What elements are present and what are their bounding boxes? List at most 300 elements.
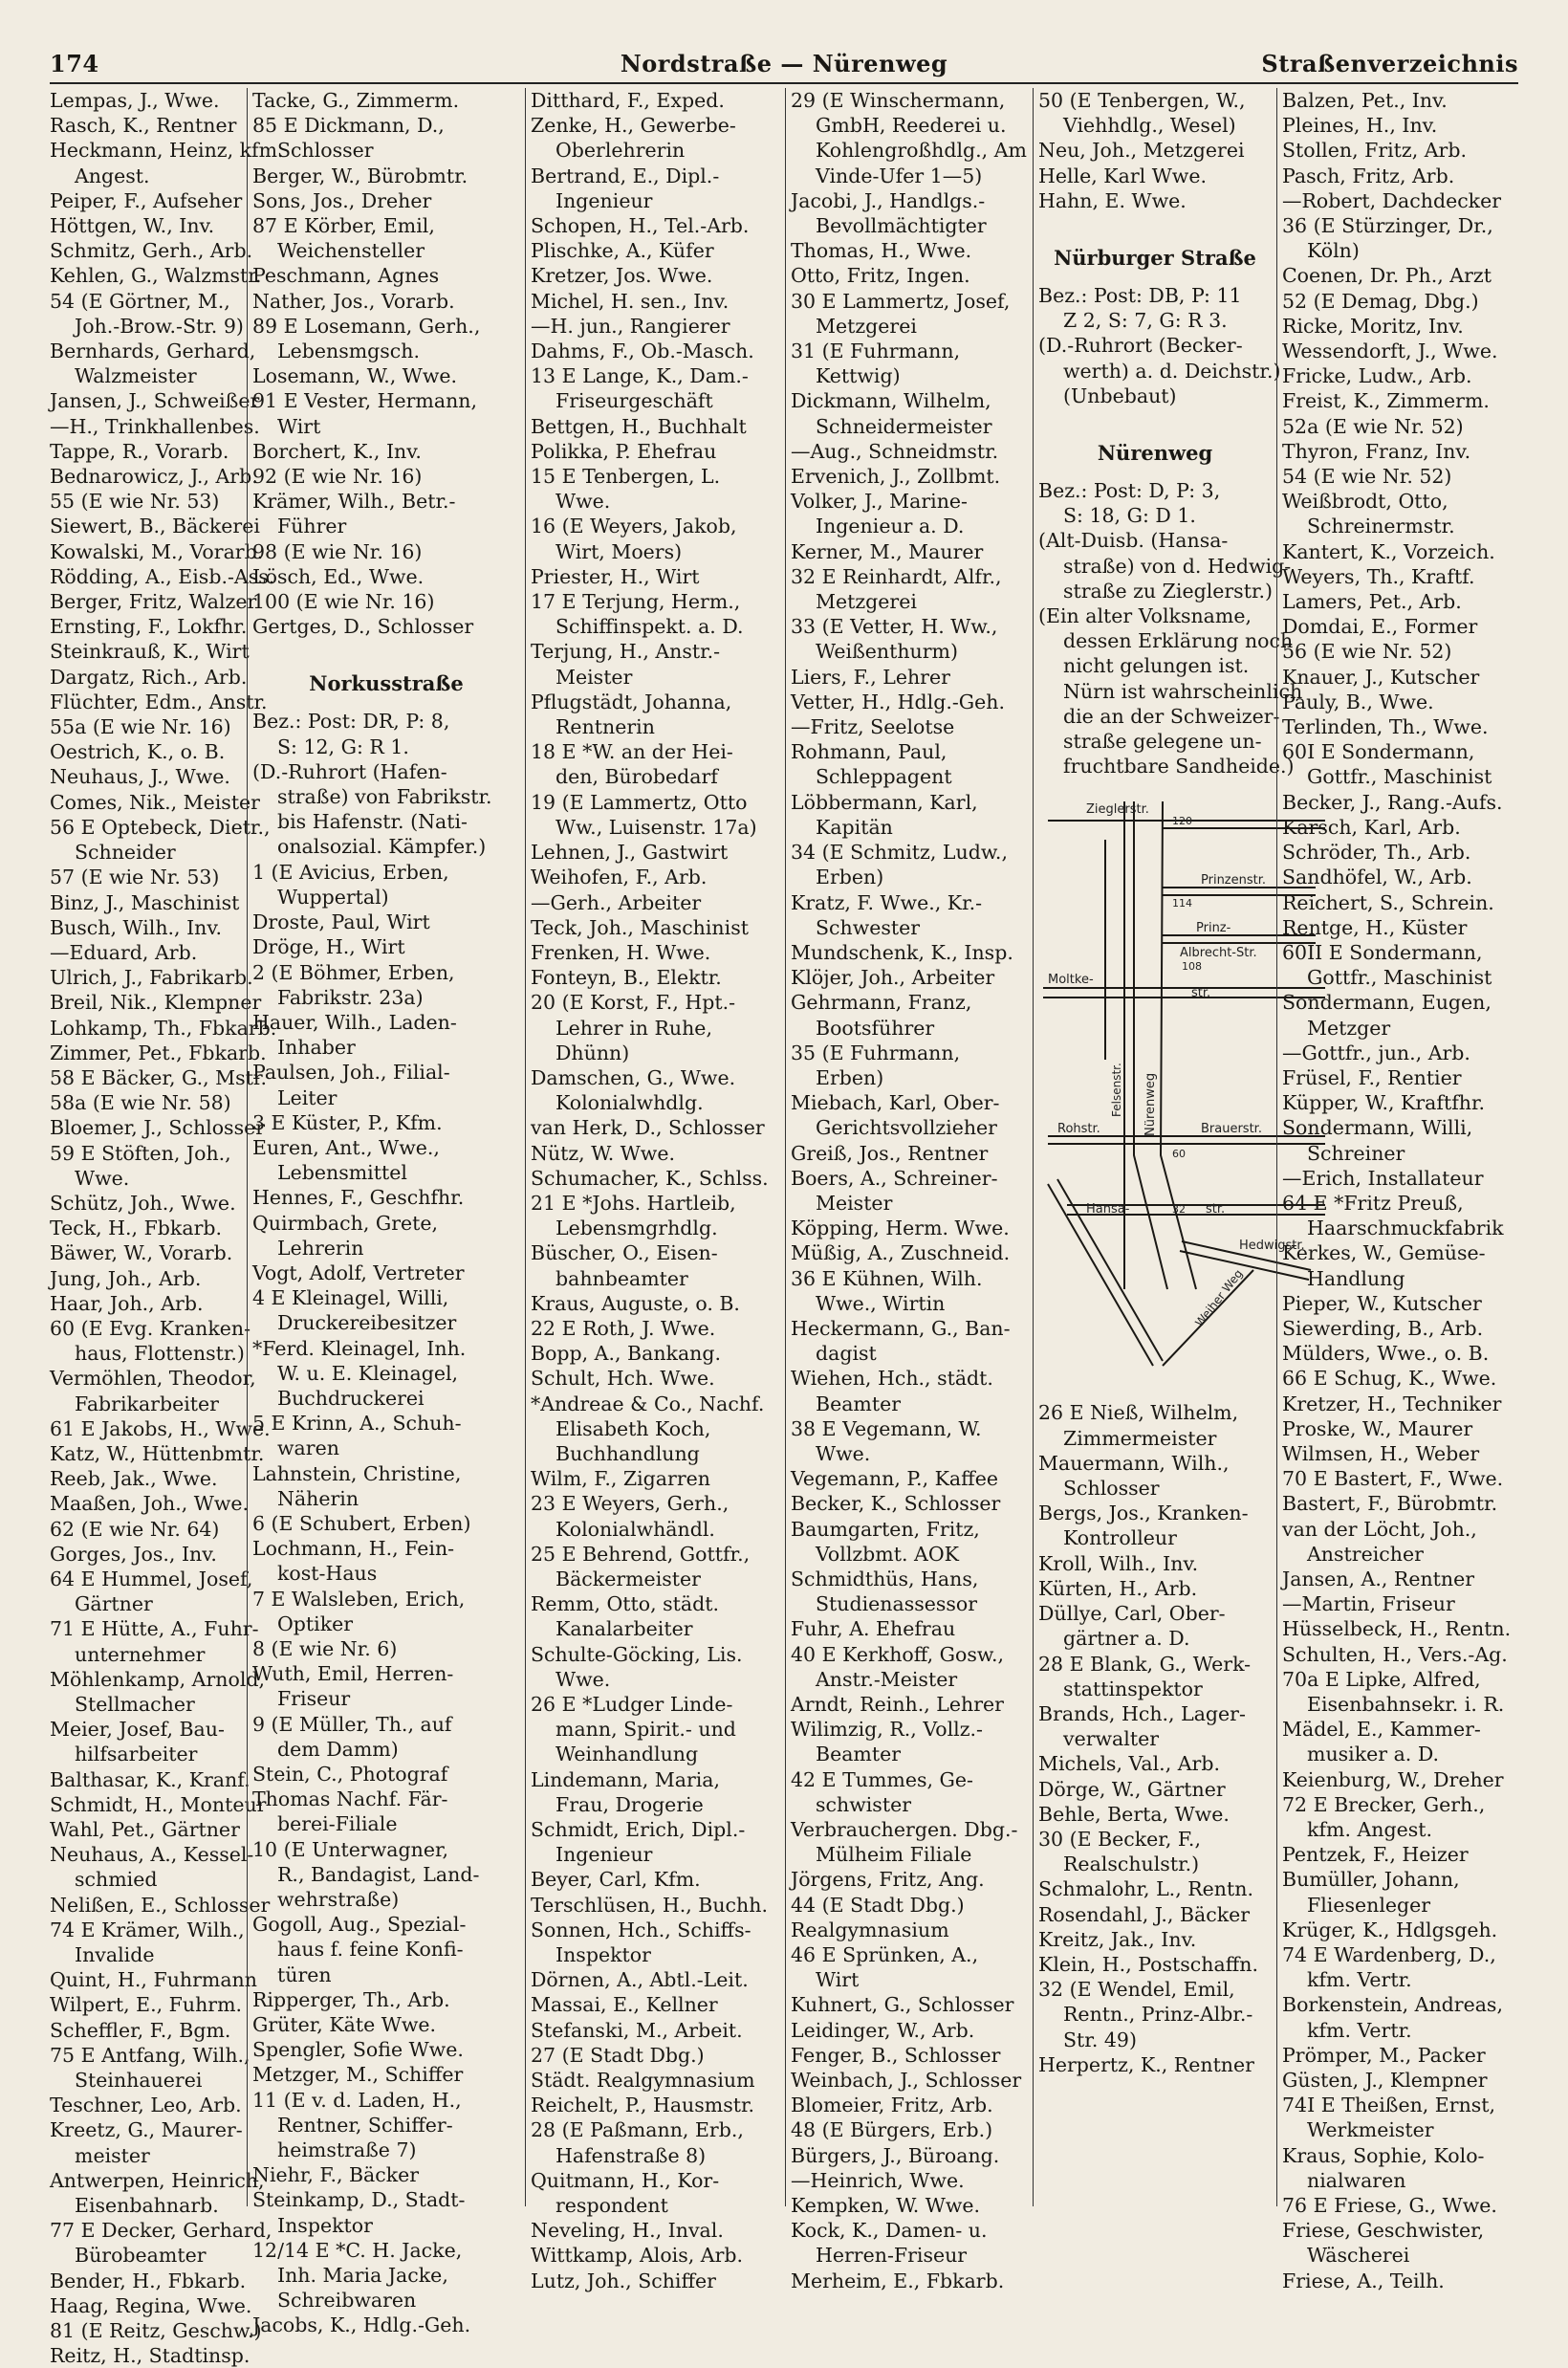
entry: Neuhaus, A., Kessel- <box>50 1843 254 1867</box>
entry: (D.-Ruhrort (Becker- <box>1038 334 1243 358</box>
entry-continuation: Köln) <box>1307 239 1360 263</box>
entry: Prömper, M., Packer <box>1282 2043 1486 2067</box>
entry-continuation: Steinhauerei <box>75 2069 203 2093</box>
entry-continuation: Lehrer in Ruhe, <box>555 1016 712 1040</box>
entry: Wuth, Emil, Herren- <box>252 1662 454 1686</box>
entry: Bez.: Post: DB, P: 11 <box>1038 284 1242 308</box>
entry: Busch, Wilh., Inv. <box>50 915 223 939</box>
entry: Bäwer, W., Vorarb. <box>50 1241 233 1265</box>
entry: —H., Trinkhallenbes. <box>50 414 260 438</box>
entry: Köpping, Herm. Wwe. <box>791 1217 1010 1240</box>
entry: 40 E Kerkhoff, Gosw., <box>791 1642 1004 1666</box>
entry: van Herk, D., Schlosser <box>531 1116 765 1140</box>
entry: 74 E Krämer, Wilh., <box>50 1918 245 1941</box>
entry: Löbbermann, Karl, <box>791 790 978 814</box>
entry: 2 (E Böhmer, Erben, <box>252 960 455 984</box>
map-label-albrecht: Albrecht-Str. <box>1180 946 1257 961</box>
entry: Becker, K., Schlosser <box>791 1492 1001 1516</box>
entry: Lohkamp, Th., Fbkarb. <box>50 1016 277 1040</box>
entry: Hahn, E. Wwe. <box>1038 188 1187 212</box>
entry: Balthasar, K., Kranf. <box>50 1767 250 1791</box>
entry: Vogt, Adolf, Vertreter <box>252 1261 465 1284</box>
entry-continuation: Ingenieur <box>555 188 653 212</box>
spacer <box>252 639 520 652</box>
entry: Kraus, Sophie, Kolo- <box>1282 2143 1485 2167</box>
entry-continuation: fruchtbare Sandheide.) <box>1063 755 1295 778</box>
entry-continuation: Friseurgeschäft <box>555 389 713 413</box>
entry: Dörge, W., Gärtner <box>1038 1777 1226 1801</box>
entry-continuation: Kanalarbeiter <box>555 1617 693 1641</box>
entry: Schmalohr, L., Rentn. <box>1038 1877 1253 1901</box>
entry-continuation: Wäscherei <box>1307 2244 1410 2268</box>
entry: *Andreae & Co., Nachf. <box>531 1392 765 1415</box>
entry: Jörgens, Fritz, Ang. <box>791 1868 985 1892</box>
entry: Flüchter, Edm., Anstr. <box>50 690 268 713</box>
entry: Helle, Karl Wwe. <box>1038 164 1207 187</box>
entry: Teck, Joh., Maschinist <box>531 915 749 939</box>
entry: Losemann, W., Wwe. <box>252 364 458 388</box>
entry: Quirmbach, Grete, <box>252 1211 439 1235</box>
entry: 21 E *Johs. Hartleib, <box>531 1191 736 1215</box>
entry-continuation: Bürobeamter <box>75 2244 207 2268</box>
column-divider <box>525 88 526 2206</box>
entry: Gorges, Jos., Inv. <box>50 1542 217 1566</box>
entry: Rohmann, Paul, <box>791 740 947 764</box>
entry-continuation: Gerichtsvollzieher <box>816 1116 997 1140</box>
entry: 44 (E Stadt Dbg.) <box>791 1893 965 1917</box>
entry: Hennes, F., Geschfhr. <box>252 1186 465 1210</box>
map-label-prinzenstr: Prinzenstr. <box>1201 873 1267 888</box>
entry: Wessendorft, J., Wwe. <box>1282 340 1498 363</box>
entry-continuation: dem Damm) <box>277 1737 399 1761</box>
entry-continuation: Walzmeister <box>75 364 197 388</box>
entry: 56 E Optebeck, Dietr., <box>50 815 271 839</box>
entry-continuation: Schreiner <box>1307 1141 1405 1165</box>
entry: Schult, Hch. Wwe. <box>531 1367 715 1391</box>
entry: 13 E Lange, K., Dam.- <box>531 364 749 388</box>
entry-continuation: Realschulstr.) <box>1063 1853 1200 1876</box>
entry-continuation: haus f. feine Konfi- <box>277 1938 464 1962</box>
entry-continuation: Haarschmuckfabrik <box>1307 1217 1504 1240</box>
entry: Stein, C., Photograf <box>252 1763 448 1786</box>
entry-continuation: berei-Filiale <box>277 1812 398 1836</box>
entry: 5 E Krinn, A., Schuh- <box>252 1412 462 1436</box>
entry: Damschen, G., Wwe. <box>531 1065 736 1089</box>
entry: Jung, Joh., Arb. <box>50 1266 202 1290</box>
entry: Klöjer, Joh., Arbeiter <box>791 966 995 990</box>
entry: Freist, K., Zimmerm. <box>1282 389 1490 413</box>
entry: Wilm, F., Zigarren <box>531 1467 710 1491</box>
entry-continuation: Joh.-Brow.-Str. 9) <box>75 314 244 338</box>
entry: 22 E Roth, J. Wwe. <box>531 1316 716 1340</box>
entry: Scheffler, F., Bgm. <box>50 2018 231 2042</box>
entry-continuation: die an der Schweizer- <box>1063 704 1280 728</box>
entry: Steinkrauß, K., Wirt <box>50 640 250 664</box>
entry-continuation: waren <box>277 1436 339 1460</box>
entry: *Ferd. Kleinagel, Inh. <box>252 1336 467 1360</box>
entry-continuation: straße zu Zieglerstr.) <box>1063 579 1274 603</box>
entry-continuation: Wwe. <box>75 1166 130 1190</box>
column-4 <box>791 88 1028 2292</box>
entry-continuation: Gottfr., Maschinist <box>1307 765 1492 789</box>
entry: Bez.: Post: DR, P: 8, <box>252 710 450 734</box>
entry: Herpertz, K., Rentner <box>1038 2052 1254 2076</box>
entry: Kantert, K., Vorzeich. <box>1282 539 1495 563</box>
entry: Mädel, E., Kammer- <box>1282 1718 1481 1742</box>
entry: Friese, Geschwister, <box>1282 2219 1485 2243</box>
entry: Ervenich, J., Zollbmt. <box>791 465 1001 489</box>
map-label-felsenstr: Felsenstr. <box>1110 1063 1123 1118</box>
entry-continuation: Studienassessor <box>816 1592 978 1616</box>
entry: Kock, K., Damen- u. <box>791 2219 988 2243</box>
entry: 28 (E Paßmann, Erb., <box>531 2118 744 2142</box>
map-label-hansa-str: str. <box>1206 1202 1226 1217</box>
entry: 4 E Kleinagel, Willi, <box>252 1286 449 1310</box>
entry-continuation: nicht gelungen ist. <box>1063 654 1250 678</box>
entry-continuation: Invalide <box>75 1943 155 1967</box>
entry: 60I E Sondermann, <box>1282 740 1475 764</box>
entry-continuation: Vinde-Ufer 1—5) <box>816 164 983 187</box>
entry: 100 (E wie Nr. 16) <box>252 590 435 614</box>
entry: Jansen, J., Schweißer <box>50 389 260 413</box>
entry-continuation: S: 12, G: R 1. <box>277 735 409 758</box>
entry: Dröge, H., Wirt <box>252 935 405 959</box>
entry: Städt. Realgymnasium <box>531 2069 755 2093</box>
entry: Thyron, Franz, Inv. <box>1282 439 1471 463</box>
entry: Domdai, E., Former <box>1282 615 1478 639</box>
entry: Borkenstein, Andreas, <box>1282 1993 1503 2017</box>
entry-continuation: Metzgerei <box>816 590 917 614</box>
entry: Frenken, H. Wwe. <box>531 940 711 964</box>
entry-continuation: Eisenbahnsekr. i. R. <box>1307 1693 1505 1716</box>
entry-continuation: Wwe. <box>555 1667 611 1691</box>
entry-continuation: straße gelegene un- <box>1063 730 1262 754</box>
entry: Lutz, Joh., Schiffer <box>531 2269 716 2292</box>
entry: 60II E Sondermann, <box>1282 940 1483 964</box>
entry-continuation: W. u. E. Kleinagel, <box>277 1361 459 1385</box>
entry: Nelißen, E., Schlosser <box>50 1893 271 1917</box>
entry: Droste, Paul, Wirt <box>252 910 430 934</box>
entry-continuation: Nürn ist wahrscheinlich <box>1063 679 1303 703</box>
map-label-60: 60 <box>1172 1148 1186 1161</box>
entry: Bez.: Post: D, P: 3, <box>1038 479 1221 503</box>
entry-continuation: dessen Erklärung noch <box>1063 629 1294 653</box>
entry-continuation: Wirt <box>277 414 321 438</box>
entry: Haag, Regina, Wwe. <box>50 2293 252 2317</box>
entry-continuation: Bootsführer <box>816 1016 935 1040</box>
entry: Beyer, Carl, Kfm. <box>531 1868 701 1892</box>
entry: Mauermann, Wilh., <box>1038 1451 1230 1475</box>
entry-continuation: Vollzbmt. AOK <box>816 1542 959 1566</box>
entry: 1 (E Avicius, Erben, <box>252 860 449 884</box>
entry: 58a (E wie Nr. 58) <box>50 1091 231 1115</box>
entry: 16 (E Weyers, Jakob, <box>531 515 737 538</box>
entry: Rentge, H., Küster <box>1282 915 1468 939</box>
map-label-108: 108 <box>1182 960 1202 974</box>
entry: (Ein alter Volksname, <box>1038 604 1252 628</box>
entry-continuation: Anstr.-Meister <box>816 1667 958 1691</box>
entry: Sondermann, Eugen, <box>1282 991 1492 1015</box>
entry: 6 (E Schubert, Erben) <box>252 1511 471 1535</box>
entry: Breil, Nik., Klempner <box>50 991 262 1015</box>
entry-continuation: mann, Spirit.- und <box>555 1718 736 1742</box>
entry: Spengler, Sofie Wwe. <box>252 2038 464 2062</box>
entry: Niehr, F., Bäcker <box>252 2163 420 2187</box>
map-label-120: 120 <box>1172 815 1192 828</box>
entry-continuation: Schneider <box>75 841 176 865</box>
entry: 62 (E wie Nr. 64) <box>50 1517 220 1541</box>
entry: Vegemann, P., Kaffee <box>791 1467 998 1491</box>
entry: Stefanski, M., Arbeit. <box>531 2018 743 2042</box>
entry: Reitz, H., Stadtinsp. <box>50 2344 250 2368</box>
entry: Kretzer, Jos. Wwe. <box>531 264 713 288</box>
entry: Kreitz, Jak., Inv. <box>1038 1927 1197 1951</box>
entry: Schütz, Joh., Wwe. <box>50 1191 236 1215</box>
entry: Siewerding, B., Arb. <box>1282 1316 1484 1340</box>
map-label-rohstr: Rohstr. <box>1057 1122 1100 1137</box>
entry: Früsel, F., Rentier <box>1282 1065 1462 1089</box>
entry: 20 (E Korst, F., Hpt.- <box>531 991 736 1015</box>
entry: Bopp, A., Bankang. <box>531 1342 722 1366</box>
entry: 66 E Schug, K., Wwe. <box>1282 1367 1497 1391</box>
entry-continuation: Wirt <box>816 1968 860 1992</box>
entry: Michels, Val., Arb. <box>1038 1752 1220 1776</box>
entry: Jansen, A., Rentner <box>1282 1567 1475 1590</box>
entry: 74I E Theißen, Ernst, <box>1282 2094 1496 2117</box>
entry-continuation: bahnbeamter <box>555 1266 688 1290</box>
column-1 <box>50 88 284 2368</box>
entry: Lösch, Ed., Wwe. <box>252 564 425 588</box>
entry: Hauer, Wilh., Laden- <box>252 1010 457 1034</box>
entry-continuation: straße) von d. Hedwig- <box>1063 554 1292 578</box>
entry: 23 E Weyers, Gerh., <box>531 1492 730 1516</box>
entry-continuation: Schneidermeister <box>816 414 992 438</box>
entry-continuation: Kolonialwhdlg. <box>555 1091 704 1115</box>
entry: Vermöhlen, Theodor, <box>50 1367 256 1391</box>
column-divider <box>1033 88 1034 2206</box>
entry: Realgymnasium <box>791 1918 949 1941</box>
map-label-hansa: Hansa- <box>1086 1202 1130 1217</box>
entry-continuation: GmbH, Reederei u. <box>816 114 1007 138</box>
entry: 64 E Hummel, Josef, <box>50 1567 253 1590</box>
entry: 64 E *Fritz Preuß, <box>1282 1191 1464 1215</box>
entry: Schumacher, K., Schlss. <box>531 1166 769 1190</box>
entry-continuation: Stellmacher <box>75 1693 195 1716</box>
entry: Verbrauchergen. Dbg.- <box>791 1818 1018 1842</box>
entry: 35 (E Fuhrmann, <box>791 1041 961 1064</box>
entry: Kreetz, G., Maurer- <box>50 2118 243 2142</box>
entry: 59 E Stöften, Joh., <box>50 1141 231 1165</box>
entry: Stollen, Fritz, Arb. <box>1282 139 1467 163</box>
entry: Büscher, O., Eisen- <box>531 1241 718 1265</box>
entry-continuation: Wwe. <box>816 1441 871 1465</box>
entry: Kuhnert, G., Schlosser <box>791 1993 1014 2017</box>
entry: 28 E Blank, G., Werk- <box>1038 1652 1252 1676</box>
entry: Möhlenkamp, Arnold, <box>50 1667 266 1691</box>
entry: Weyers, Th., Kraftf. <box>1282 564 1475 588</box>
entry-continuation: bis Hafenstr. (Nati- <box>277 810 468 834</box>
entry: Polikka, P. Ehefrau <box>531 439 717 463</box>
entry: —Martin, Friseur <box>1282 1592 1455 1616</box>
entry-continuation: Weinhandlung <box>555 1743 699 1766</box>
entry: Schulten, H., Vers.-Ag. <box>1282 1642 1508 1666</box>
entry: Proske, W., Maurer <box>1282 1416 1473 1440</box>
entry: Neu, Joh., Metzgerei <box>1038 139 1245 163</box>
entry-continuation: Inhaber <box>277 1036 356 1060</box>
entry: Remm, Otto, städt. <box>531 1592 719 1616</box>
entry-continuation: Metzgerei <box>816 314 917 338</box>
entry: Fonteyn, B., Elektr. <box>531 966 722 990</box>
spacer <box>1038 213 1272 227</box>
entry: Sons, Jos., Dreher <box>252 188 432 212</box>
entry-continuation: Anstreicher <box>1307 1542 1424 1566</box>
entry-continuation: Wwe. <box>555 490 611 514</box>
column-divider <box>1276 88 1277 2206</box>
entry: Bertrand, E., Dipl.- <box>531 164 720 187</box>
entry: Bernhards, Gerhard, <box>50 340 256 363</box>
page-title: Nordstraße — Nürenweg <box>620 50 948 77</box>
entry-continuation: Schleppagent <box>816 765 952 789</box>
entry: Sondermann, Willi, <box>1282 1116 1473 1140</box>
street-heading: Norkusstraße <box>309 671 464 696</box>
entry: Teschner, Leo, Arb. <box>50 2094 242 2117</box>
entry: —Gerh., Arbeiter <box>531 890 702 914</box>
entry: Nütz, W. Wwe. <box>531 1141 675 1165</box>
entry-continuation: Schreibwaren <box>277 2289 417 2313</box>
entry-continuation: Kontrolleur <box>1063 1526 1177 1550</box>
entry-continuation: Schlosser <box>1063 1477 1160 1501</box>
entry-continuation: heimstraße 7) <box>277 2138 417 2162</box>
entry-continuation: Metzger <box>1307 1016 1391 1040</box>
entry: Gehrmann, Franz, <box>791 991 972 1015</box>
entry: Sonnen, Hch., Schiffs- <box>531 1918 751 1941</box>
map-label-weiher-weg: Weiher Weg <box>1192 1267 1246 1330</box>
entry: Steinkamp, D., Stadt- <box>252 2188 466 2212</box>
entry: Friese, A., Teilh. <box>1282 2269 1445 2292</box>
entry-continuation: Kapitän <box>816 815 893 839</box>
entry: Merheim, E., Fbkarb. <box>791 2269 1005 2292</box>
entry: Lempas, J., Wwe. <box>50 89 220 112</box>
entry: 75 E Antfang, Wilh., <box>50 2043 250 2067</box>
entry: Balzen, Pet., Inv. <box>1282 89 1448 112</box>
entry-continuation: hilfsarbeiter <box>75 1743 198 1766</box>
entry: Ditthard, F., Exped. <box>531 89 725 112</box>
entry: 56 (E wie Nr. 52) <box>1282 640 1452 664</box>
column-3 <box>531 88 781 2292</box>
entry-continuation: Lebensmgrhdlg. <box>555 1217 718 1240</box>
entry-continuation: gärtner a. D. <box>1063 1627 1190 1651</box>
map-label-moltke-str: str. <box>1191 986 1211 1001</box>
entry-continuation: meister <box>75 2143 150 2167</box>
entry: Fenger, B., Schlosser <box>791 2043 1001 2067</box>
entry: Michel, H. sen., Inv. <box>531 289 730 313</box>
entry: 58 E Bäcker, G., Mstr. <box>50 1065 267 1089</box>
map-label-32: 32 <box>1172 1203 1186 1217</box>
entry-continuation: Meister <box>555 665 633 689</box>
entry-continuation: Ingenieur a. D. <box>816 515 965 538</box>
entry: Rasch, K., Rentner <box>50 114 237 138</box>
entry: Schopen, H., Tel.-Arb. <box>531 214 750 238</box>
entry: 98 (E wie Nr. 16) <box>252 539 423 563</box>
entry: —Erich, Installateur <box>1282 1166 1484 1190</box>
entry-continuation: Inspektor <box>277 2213 373 2237</box>
entry: Berger, Fritz, Walzer <box>50 590 257 614</box>
entry: Pentzek, F., Heizer <box>1282 1843 1469 1867</box>
entry: —Gottfr., jun., Arb. <box>1282 1041 1470 1064</box>
entry: Peiper, F., Aufseher <box>50 188 243 212</box>
entry: Schmidt, Erich, Dipl.- <box>531 1818 746 1842</box>
street-heading: Nürburger Straße <box>1054 246 1256 271</box>
entry: Müßig, A., Zuschneid. <box>791 1241 1011 1265</box>
entry-continuation: Lebensmittel <box>277 1161 407 1185</box>
entry: Kürten, H., Arb. <box>1038 1576 1198 1600</box>
entry: Plischke, A., Küfer <box>531 239 714 263</box>
entry: 36 (E Stürzinger, Dr., <box>1282 214 1493 238</box>
entry: 61 E Jakobs, H., Wwe. <box>50 1416 271 1440</box>
entry: (D.-Ruhrort (Hafen- <box>252 759 447 783</box>
entry: 30 (E Becker, F., <box>1038 1827 1201 1851</box>
entry: 38 E Vegemann, W. <box>791 1416 982 1440</box>
entry-continuation: straße) von Fabrikstr. <box>277 785 492 809</box>
page-number: 174 <box>50 50 99 77</box>
entry-continuation: Optiker <box>277 1612 354 1635</box>
entry: 12/14 E *C. H. Jacke, <box>252 2238 463 2262</box>
map-label-moltke: Moltke- <box>1048 973 1094 988</box>
entry: 33 (E Vetter, H. Ww., <box>791 615 998 639</box>
entry: Wahl, Pet., Gärtner <box>50 1818 240 1842</box>
column-6 <box>1282 88 1519 2292</box>
entry-continuation: Wirt, Moers) <box>555 539 683 563</box>
entry: Kowalski, M., Vorarb. <box>50 539 264 563</box>
entry: Maaßen, Joh., Wwe. <box>50 1492 250 1516</box>
entry: 72 E Brecker, Gerh., <box>1282 1792 1486 1816</box>
entry: Kempken, W. Wwe. <box>791 2194 981 2218</box>
entry: Fuhr, A. Ehefrau <box>791 1617 956 1641</box>
entry: Schulte-Göcking, Lis. <box>531 1642 743 1666</box>
entry: Mundschenk, K., Insp. <box>791 940 1013 964</box>
entry-continuation: Herren-Friseur <box>816 2244 968 2268</box>
entry: Pauly, B., Wwe. <box>1282 690 1434 713</box>
entry: Wilmsen, H., Weber <box>1282 1441 1480 1465</box>
entry: 26 E Nieß, Wilhelm, <box>1038 1401 1239 1425</box>
entry-continuation: kfm. Vertr. <box>1307 1968 1412 1992</box>
entry-continuation: Kolonialwhändl. <box>555 1517 715 1541</box>
entry-continuation: Kohlengroßhdlg., Am <box>816 139 1027 163</box>
entry: Krämer, Wilh., Betr.- <box>252 490 456 514</box>
entry: 3 E Küster, P., Kfm. <box>252 1110 443 1134</box>
entry: 31 (E Fuhrmann, <box>791 340 961 363</box>
street-heading: Nürenweg <box>1097 441 1213 466</box>
entry: Bastert, F., Bürobmtr. <box>1282 1492 1498 1516</box>
entry: 25 E Behrend, Gottfr., <box>531 1542 751 1566</box>
entry: Ripperger, Th., Arb. <box>252 1987 450 2011</box>
entry-continuation: Inspektor <box>555 1943 651 1967</box>
entry: Berger, W., Bürobmtr. <box>252 164 468 187</box>
entry-continuation: Druckereibesitzer <box>277 1311 457 1335</box>
entry: Peschmann, Agnes <box>252 264 440 288</box>
entry: Zimmer, Pet., Fbkarb. <box>50 1041 267 1064</box>
entry: 89 E Losemann, Gerh., <box>252 314 481 338</box>
entry-continuation: schwister <box>816 1792 911 1816</box>
entry: 55 (E wie Nr. 53) <box>50 490 220 514</box>
entry: Vetter, H., Hdlg.-Geh. <box>791 690 1006 713</box>
entry-continuation: Bäckermeister <box>555 1567 701 1590</box>
entry: 74 E Wardenberg, D., <box>1282 1943 1496 1967</box>
entry: Kretzer, H., Techniker <box>1282 1392 1502 1415</box>
entry: Wittkamp, Alois, Arb. <box>531 2244 744 2268</box>
entry-continuation: kost-Haus <box>277 1562 378 1586</box>
entry: Blomeier, Fritz, Arb. <box>791 2094 993 2117</box>
